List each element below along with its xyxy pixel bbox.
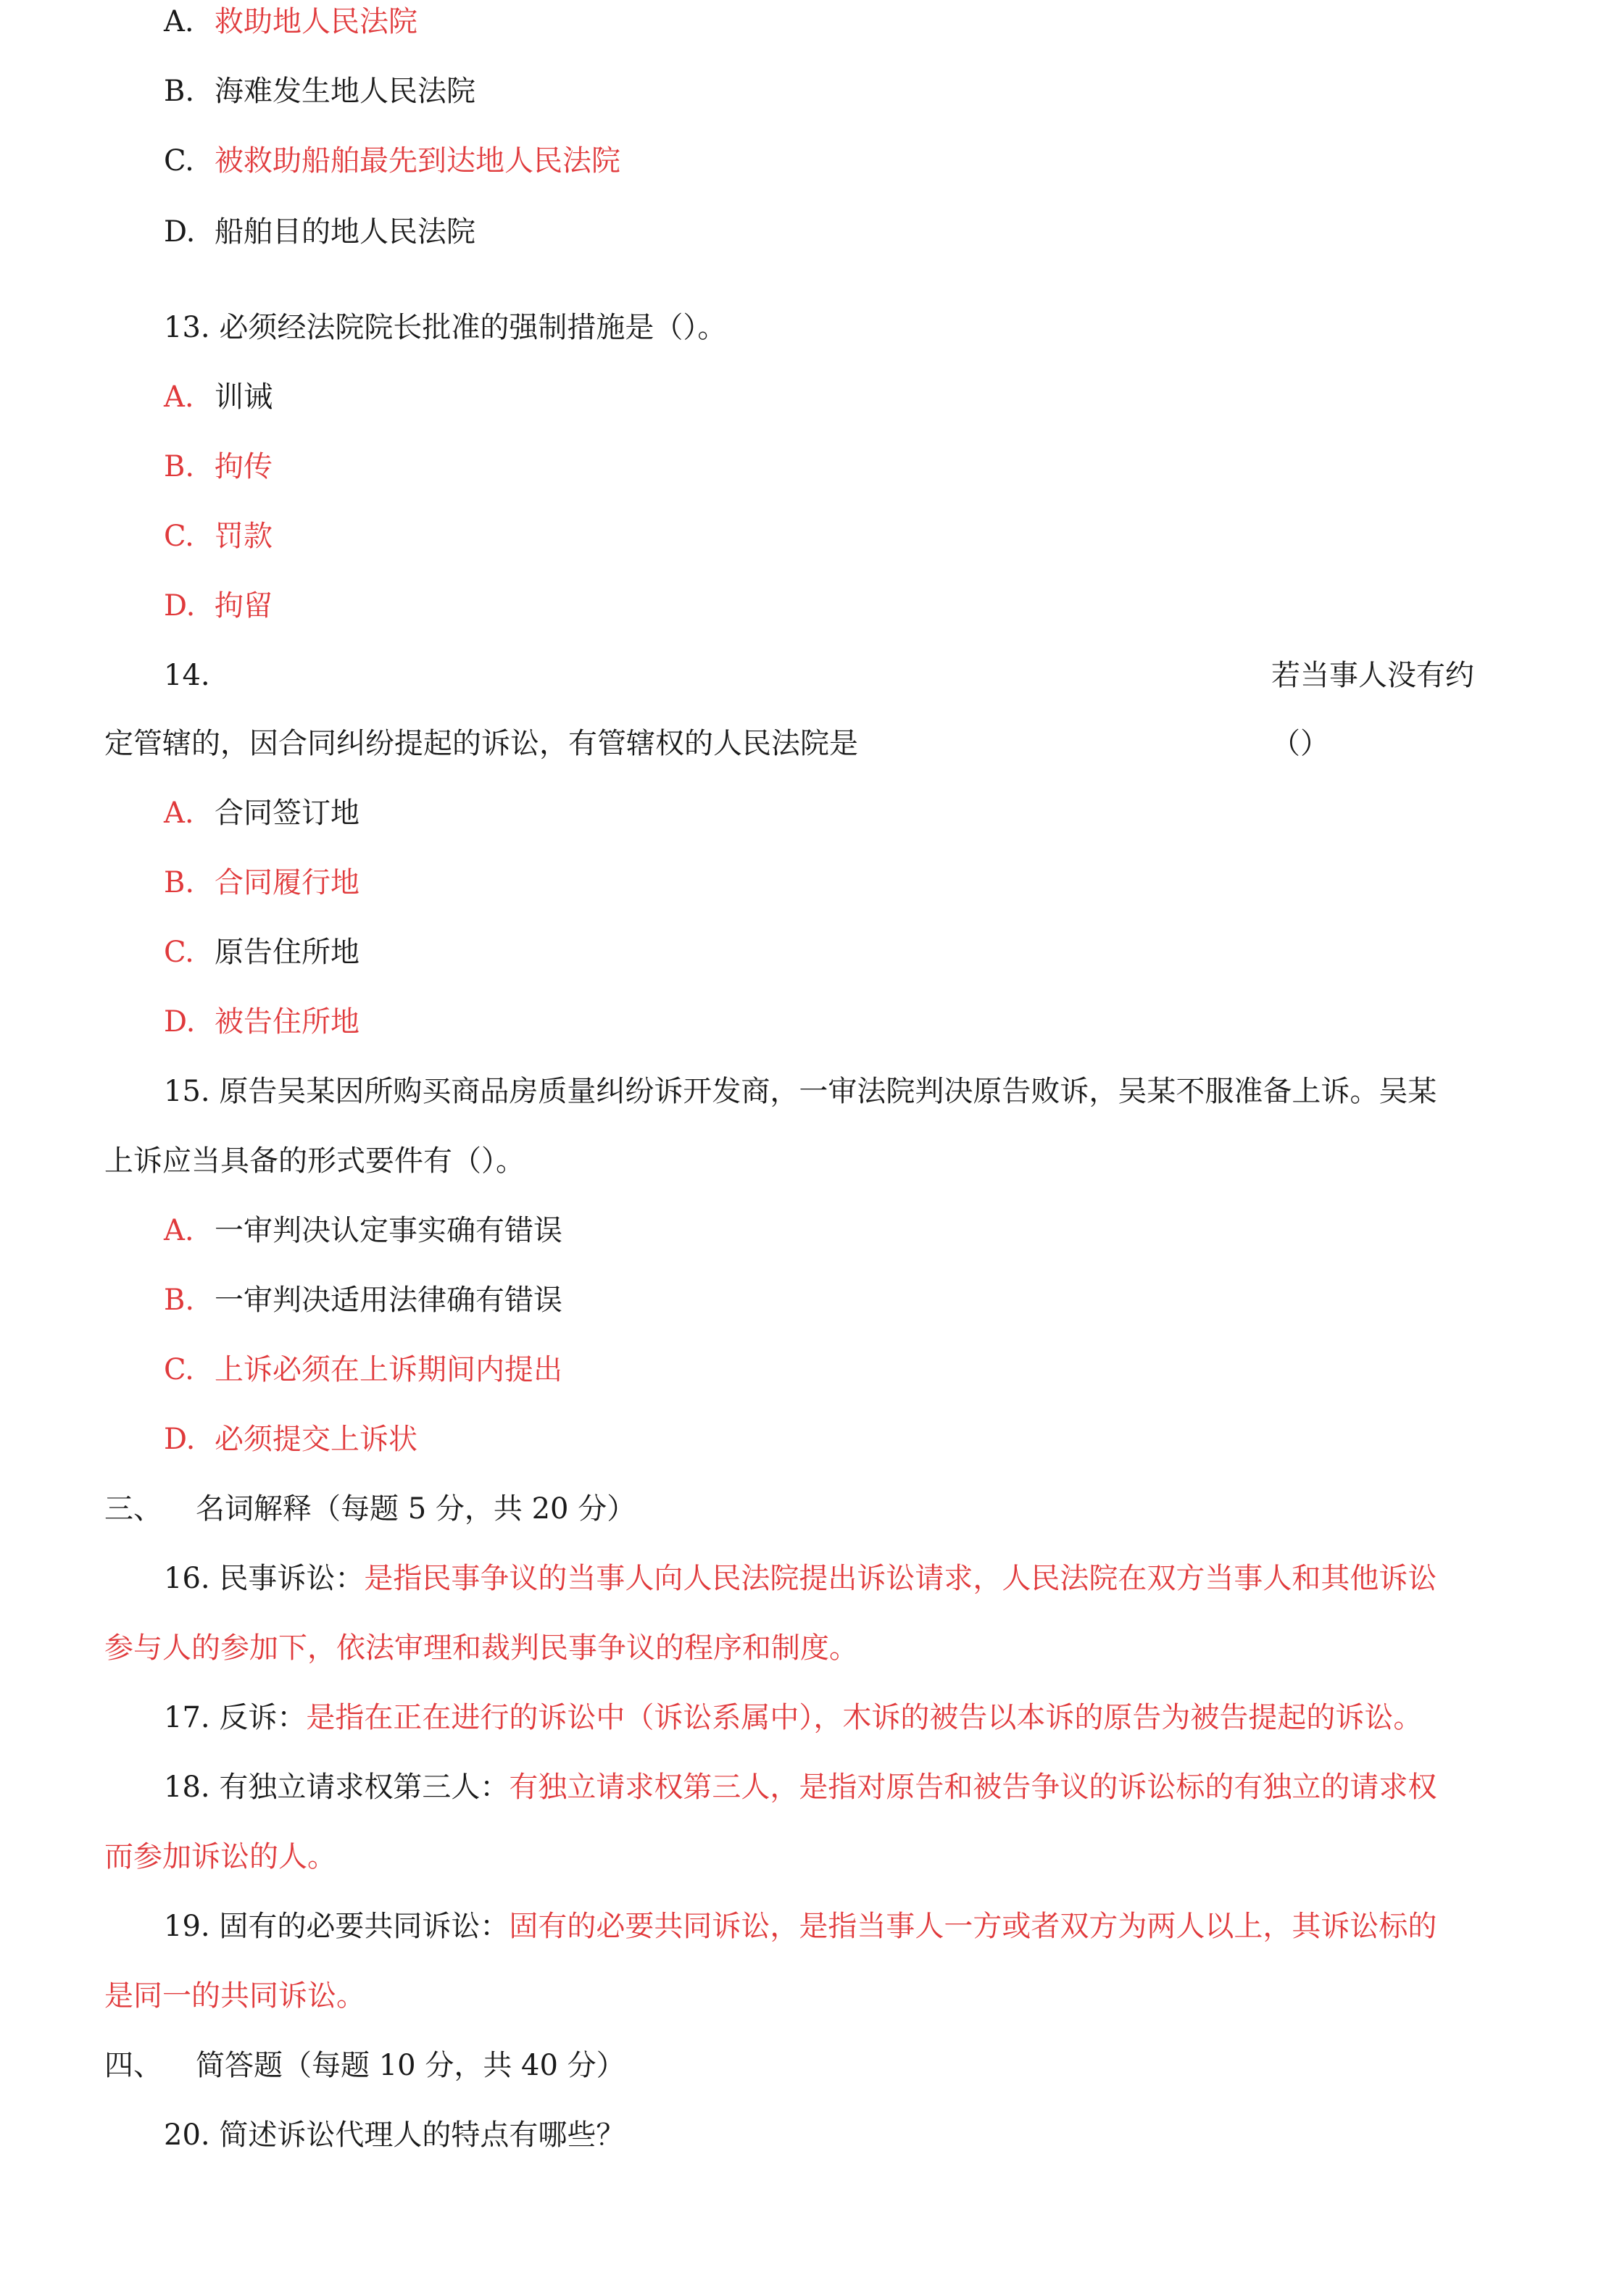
option-letter: C.: [164, 936, 194, 969]
term-definition: 有独立请求权第三人，是指对原告和被告争议的诉讼标的有独立的请求权: [509, 1771, 1437, 1804]
option-letter: A.: [164, 5, 194, 38]
section-4-number: 四、: [104, 2049, 162, 2082]
q13-option-c: [164, 516, 273, 557]
term-label: 17. 反诉：: [164, 1701, 307, 1734]
term-definition: 是指在正在进行的诉讼中（诉讼系属中），木诉的被告以本诉的原告为被告提起的诉讼。: [306, 1701, 1423, 1734]
option-text: 船舶目的地人民法院: [215, 215, 475, 249]
q14-stem-line2: 定管辖的，因合同纠纷提起的诉讼，有管辖权的人民法院是: [104, 727, 858, 760]
option-letter: D.: [164, 215, 196, 249]
option-letter: B.: [164, 75, 195, 108]
term-definition: 是指民事争议的当事人向人民法院提出诉讼请求，人民法院在双方当事人和其他诉讼: [364, 1562, 1437, 1595]
option-text: 海难发生地人民法院: [215, 75, 475, 108]
option-letter: B.: [164, 866, 195, 899]
option-text: 救助地人民法院: [215, 5, 417, 38]
q18-line1: [164, 1767, 1437, 1808]
q12-option-a: [164, 1, 417, 42]
q12-option-b: [164, 71, 475, 112]
option-letter: D.: [164, 1005, 196, 1039]
q12-option-d: [164, 212, 475, 252]
q15-stem-line1: 15. 原告吴某因所购买商品房质量纠纷诉开发商，一审法院判决原告败诉，吴某不服准备上诉。吴某: [164, 1075, 1437, 1108]
q14-blank: （）: [1271, 727, 1329, 760]
q16-line2: 参与人的参加下，依法审理和裁判民事争议的程序和制度。: [104, 1631, 858, 1665]
option-text: 原告住所地: [215, 936, 359, 969]
q13-option-b: [164, 446, 273, 487]
q14-option-c: [164, 932, 359, 973]
q18-line2: 而参加诉讼的人。: [104, 1840, 336, 1873]
term-label: 18. 有独立请求权第三人：: [164, 1771, 510, 1804]
q15-option-b: [164, 1280, 562, 1320]
term-definition: 固有的必要共同诉讼，是指当事人一方或者双方为两人以上，其诉讼标的: [509, 1910, 1437, 1943]
term-label: 16. 民事诉讼：: [164, 1562, 365, 1595]
option-letter: A.: [164, 796, 194, 830]
option-letter: D.: [164, 1423, 196, 1456]
q13-option-a: [164, 377, 273, 417]
option-letter: A.: [164, 380, 194, 414]
option-text: 一审判决认定事实确有错误: [215, 1214, 562, 1247]
q14-stem-right: 若当事人没有约: [1271, 659, 1474, 692]
q14-option-a: [164, 793, 359, 833]
q19-line2: 是同一的共同诉讼。: [104, 1979, 365, 2013]
option-text: 训诫: [215, 380, 273, 414]
section-3-title: 名词解释（每题 5 分，共 20 分）: [196, 1492, 636, 1526]
option-text: 拘留: [215, 589, 273, 623]
option-text: 被告住所地: [215, 1005, 359, 1039]
option-text: 一审判决适用法律确有错误: [215, 1284, 562, 1317]
option-letter: A.: [164, 1214, 194, 1247]
q15-option-a: [164, 1210, 562, 1251]
q17-line1: [164, 1697, 1422, 1738]
option-text: 必须提交上诉状: [215, 1423, 417, 1456]
section-3-number: 三、: [104, 1492, 162, 1526]
q15-option-c: [164, 1349, 562, 1390]
q16-line1: [164, 1558, 1437, 1599]
q15-stem-line2: 上诉应当具备的形式要件有（）。: [104, 1144, 525, 1178]
option-letter: D.: [164, 589, 196, 623]
option-text: 罚款: [215, 520, 273, 553]
option-text: 合同履行地: [215, 866, 359, 899]
option-letter: B.: [164, 450, 195, 483]
option-letter: C.: [164, 1353, 194, 1386]
option-letter: C.: [164, 520, 194, 553]
option-text: 合同签订地: [215, 796, 359, 830]
q15-option-d: [164, 1419, 417, 1460]
option-text: 上诉必须在上诉期间内提出: [215, 1353, 562, 1386]
option-letter: B.: [164, 1284, 195, 1317]
q12-option-c: [164, 141, 620, 181]
q14-number: 14.: [164, 659, 210, 692]
q14-option-d: [164, 1002, 359, 1042]
option-text: 被救助船舶最先到达地人民法院: [215, 144, 620, 178]
q19-line1: [164, 1906, 1437, 1947]
section-4-title: 简答题（每题 10 分，共 40 分）: [196, 2049, 625, 2082]
q13-option-d: [164, 586, 273, 626]
q14-option-b: [164, 862, 359, 903]
q13-stem: 13. 必须经法院院长批准的强制措施是（）。: [164, 311, 727, 344]
q20-stem: 20. 简述诉讼代理人的特点有哪些？: [164, 2118, 625, 2152]
option-text: 拘传: [215, 450, 273, 483]
option-letter: C.: [164, 144, 194, 178]
term-label: 19. 固有的必要共同诉讼：: [164, 1910, 510, 1943]
